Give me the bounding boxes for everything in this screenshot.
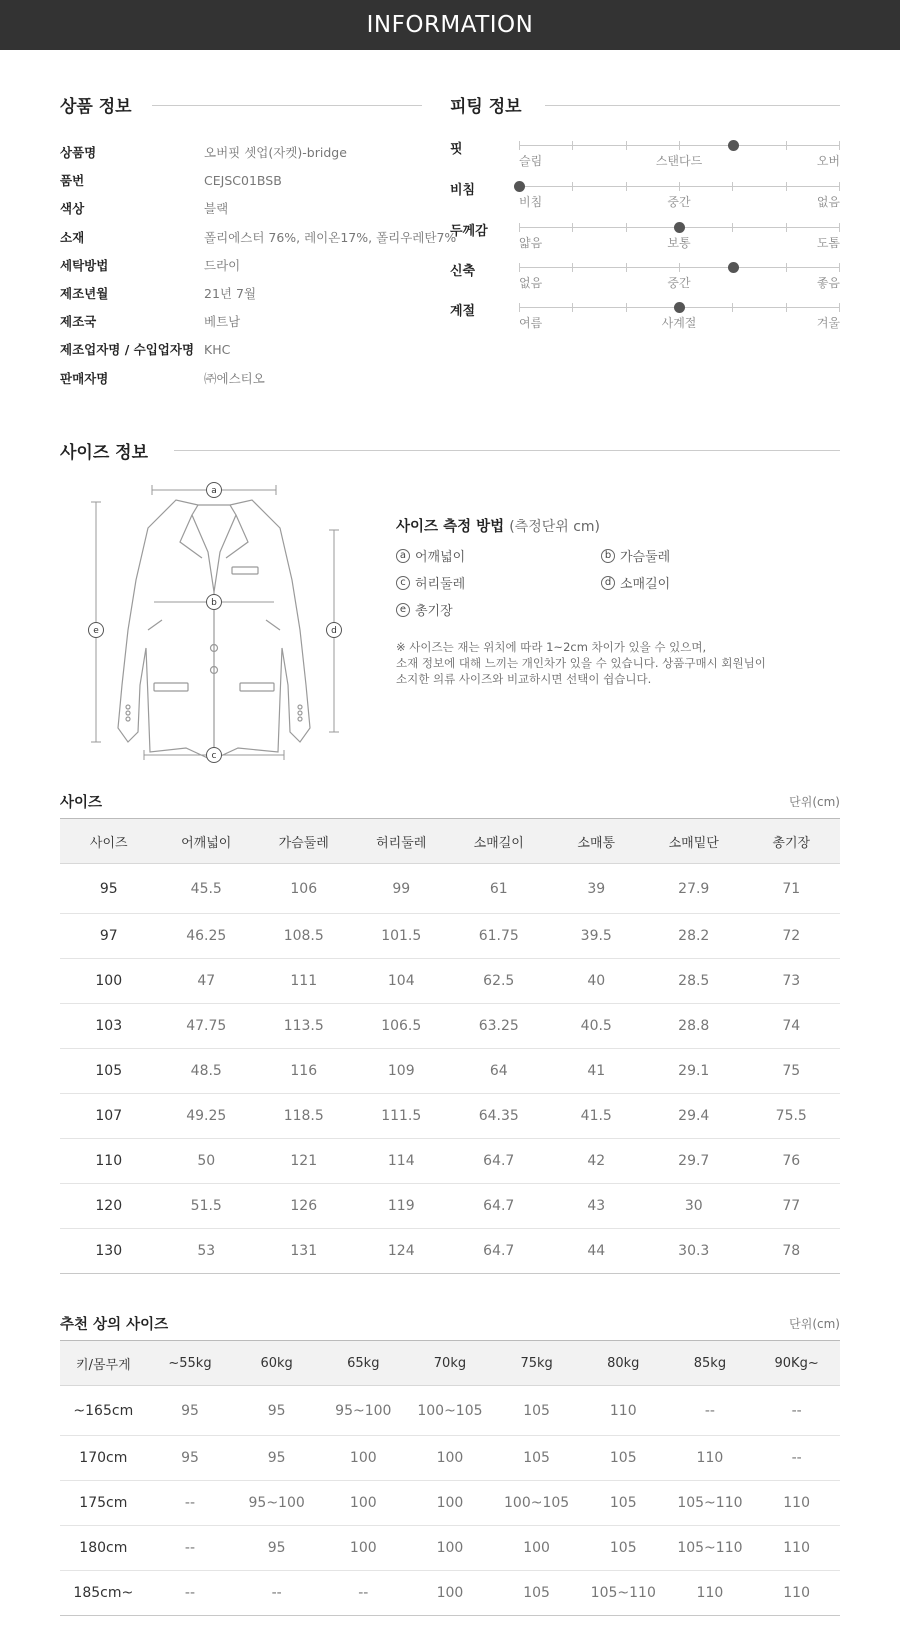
table-cell: 107 <box>60 1094 158 1139</box>
column-header: 사이즈 <box>60 819 158 864</box>
table-row <box>60 1526 840 1571</box>
size-info-divider <box>174 450 840 451</box>
product-info-label: 상품명 <box>60 145 97 161</box>
table-cell: 41 <box>548 1049 646 1094</box>
column-header: 어깨넓이 <box>158 819 256 864</box>
product-info-label: 세탁방법 <box>60 257 109 273</box>
table-cell: 106.5 <box>353 1004 451 1049</box>
column-header: 60kg <box>233 1341 320 1386</box>
legend-item <box>601 573 806 592</box>
column-header: ~55kg <box>147 1341 234 1386</box>
fitting-option-label: 좋음 <box>816 276 840 290</box>
table-cell: 105 <box>60 1049 158 1094</box>
legend-marker: e <box>396 603 410 617</box>
table-cell: 64.7 <box>450 1229 548 1274</box>
table-cell: 30.3 <box>645 1229 743 1274</box>
fitting-option-label: 사계절 <box>661 316 697 330</box>
table-cell: 111 <box>255 959 353 1004</box>
table-cell: 28.8 <box>645 1004 743 1049</box>
fitting-option-label: 스탠다드 <box>655 154 703 168</box>
fitting-scale-track <box>519 267 839 268</box>
table-cell: 51.5 <box>158 1184 256 1229</box>
scale-tick <box>626 182 627 191</box>
product-info-table <box>60 138 456 392</box>
fitting-scale-track <box>519 307 839 308</box>
product-info-row <box>60 194 456 222</box>
product-info-label: 제조년월 <box>60 286 109 302</box>
table-cell: 105 <box>493 1436 580 1481</box>
column-header: 90Kg~ <box>753 1341 840 1386</box>
table-row <box>60 959 840 1004</box>
table-cell: 114 <box>353 1139 451 1184</box>
fitting-option-label: 중간 <box>667 195 691 209</box>
size-info-title: 사이즈 정보 <box>60 443 149 463</box>
measure-legend <box>396 546 816 619</box>
fitting-label: 두께감 <box>450 224 488 239</box>
table-row <box>60 1139 840 1184</box>
product-info-value: 오버핏 셋업(자켓)-bridge <box>204 145 347 161</box>
table-row <box>60 1184 840 1229</box>
table-cell: 39 <box>548 864 646 914</box>
table-cell: 27.9 <box>645 864 743 914</box>
legend-item <box>396 573 601 592</box>
column-header: 가슴둘레 <box>255 819 353 864</box>
recommend-table-title: 추천 상의 사이즈 <box>60 1317 169 1333</box>
note-line: ※ 사이즈는 재는 위치에 따라 1~2cm 차이가 있을 수 있으며, <box>396 640 707 654</box>
table-cell: 95 <box>233 1386 320 1436</box>
table-cell: 105 <box>580 1481 667 1526</box>
scale-tick <box>839 141 840 150</box>
table-cell: 63.25 <box>450 1004 548 1049</box>
table-cell: 106 <box>255 864 353 914</box>
fitting-option-label: 없음 <box>519 276 543 290</box>
table-cell: 30 <box>645 1184 743 1229</box>
table-cell: -- <box>320 1571 407 1616</box>
table-cell: -- <box>233 1571 320 1616</box>
svg-text:b: b <box>211 598 217 609</box>
product-info-label: 제조국 <box>60 314 97 330</box>
column-header: 키/몸무게 <box>60 1341 147 1386</box>
column-header: 소매길이 <box>450 819 548 864</box>
table-cell: 75 <box>743 1049 841 1094</box>
fitting-option-label: 중간 <box>667 276 691 290</box>
table-row <box>60 1229 840 1274</box>
product-info-value: 베트남 <box>204 314 241 330</box>
table-cell: 110 <box>60 1139 158 1184</box>
table-cell: 131 <box>255 1229 353 1274</box>
scale-tick <box>519 223 520 232</box>
jacket-outline <box>118 500 310 760</box>
svg-text:a: a <box>211 486 217 497</box>
scale-tick <box>839 263 840 272</box>
table-cell: 74 <box>743 1004 841 1049</box>
table-cell: 95 <box>233 1526 320 1571</box>
table-cell: 73 <box>743 959 841 1004</box>
svg-text:e: e <box>93 626 99 637</box>
scale-tick <box>519 263 520 272</box>
note-line: 소재 정보에 대해 느끼는 개인차가 있을 수 있습니다. 상품구매시 회원님이 <box>396 656 766 670</box>
jacket-diagram <box>80 470 360 780</box>
table-cell: 72 <box>743 914 841 959</box>
scale-tick <box>626 223 627 232</box>
table-cell: 110 <box>753 1526 840 1571</box>
product-info-row <box>60 307 456 335</box>
table-cell: 95 <box>60 864 158 914</box>
table-cell: 100 <box>407 1526 494 1571</box>
table-cell: 61.75 <box>450 914 548 959</box>
table-cell: 64 <box>450 1049 548 1094</box>
table-cell: 124 <box>353 1229 451 1274</box>
product-info-label: 판매자명 <box>60 370 109 386</box>
table-cell: 42 <box>548 1139 646 1184</box>
scale-tick <box>519 141 520 150</box>
fitting-row <box>450 260 840 302</box>
legend-label: 소매길이 <box>620 577 671 592</box>
table-cell: 116 <box>255 1049 353 1094</box>
fitting-option-label: 슬림 <box>519 154 543 168</box>
scale-tick <box>786 223 787 232</box>
table-cell: 41.5 <box>548 1094 646 1139</box>
scale-tick <box>626 263 627 272</box>
fitting-option-label: 겨울 <box>816 316 840 330</box>
product-info-label: 제조업자명 / 수입업자명 <box>60 342 195 358</box>
table-cell: 62.5 <box>450 959 548 1004</box>
table-cell: 64.35 <box>450 1094 548 1139</box>
scale-tick <box>679 141 680 150</box>
table-cell: 103 <box>60 1004 158 1049</box>
table-row <box>60 1571 840 1616</box>
table-cell: 44 <box>548 1229 646 1274</box>
table-cell: 111.5 <box>353 1094 451 1139</box>
product-info-value: CEJSC01BSB <box>204 172 282 188</box>
note-line: 소지한 의류 사이즈와 비교하시면 선택이 쉽습니다. <box>396 672 652 686</box>
table-cell: 48.5 <box>158 1049 256 1094</box>
fitting-level-marker <box>728 262 739 273</box>
table-cell: 105~110 <box>667 1481 754 1526</box>
legend-label: 허리둘레 <box>415 577 466 592</box>
fitting-option-label: 오버 <box>816 154 840 168</box>
scale-tick <box>572 303 573 312</box>
fitting-label: 비침 <box>450 183 476 198</box>
table-cell: 100~105 <box>407 1386 494 1436</box>
scale-tick <box>732 223 733 232</box>
fitting-scale-track <box>519 186 839 187</box>
table-cell: 118.5 <box>255 1094 353 1139</box>
legend-label: 어깨넓이 <box>415 550 466 565</box>
scale-tick <box>786 141 787 150</box>
table-cell: 95 <box>147 1436 234 1481</box>
product-info-row <box>60 166 456 194</box>
header-bar <box>0 0 900 50</box>
table-cell: 105 <box>580 1526 667 1571</box>
table-cell: 29.1 <box>645 1049 743 1094</box>
product-info-value: 드라이 <box>204 257 241 273</box>
fitting-row <box>450 220 840 262</box>
table-cell: 130 <box>60 1229 158 1274</box>
table-cell: 110 <box>667 1571 754 1616</box>
table-cell: 95~100 <box>320 1386 407 1436</box>
table-cell: 75.5 <box>743 1094 841 1139</box>
table-cell: 105 <box>493 1386 580 1436</box>
fitting-level-marker <box>674 302 685 313</box>
scale-tick <box>572 263 573 272</box>
table-cell: 113.5 <box>255 1004 353 1049</box>
scale-tick <box>679 263 680 272</box>
table-cell: ~165cm <box>60 1386 147 1436</box>
measure-unit: (측정단위 cm) <box>509 519 601 535</box>
table-cell: 105~110 <box>667 1526 754 1571</box>
table-cell: 50 <box>158 1139 256 1184</box>
table-cell: 95 <box>147 1386 234 1436</box>
table-cell: 110 <box>753 1571 840 1616</box>
fitting-option-label: 도톰 <box>816 236 840 250</box>
scale-tick <box>626 303 627 312</box>
table-row <box>60 1004 840 1049</box>
product-info-row <box>60 138 456 166</box>
table-cell: 126 <box>255 1184 353 1229</box>
scale-tick <box>572 141 573 150</box>
table-cell: 47 <box>158 959 256 1004</box>
table-row <box>60 1049 840 1094</box>
table-cell: -- <box>147 1571 234 1616</box>
table-cell: 185cm~ <box>60 1571 147 1616</box>
table-cell: 97 <box>60 914 158 959</box>
table-cell: 71 <box>743 864 841 914</box>
table-cell: 39.5 <box>548 914 646 959</box>
legend-marker: b <box>601 549 615 563</box>
fitting-level-marker <box>728 140 739 151</box>
table-cell: 121 <box>255 1139 353 1184</box>
fitting-option-label: 얇음 <box>519 236 543 250</box>
table-cell: -- <box>147 1526 234 1571</box>
table-cell: 100 <box>320 1526 407 1571</box>
legend-marker: d <box>601 576 615 590</box>
table-cell: 100 <box>320 1436 407 1481</box>
table-cell: 61 <box>450 864 548 914</box>
table-cell: 28.2 <box>645 914 743 959</box>
product-info-label: 색상 <box>60 201 85 217</box>
table-cell: -- <box>667 1386 754 1436</box>
fitting-option-label: 비침 <box>519 195 543 209</box>
fitting-level-marker <box>674 222 685 233</box>
fitting-row <box>450 179 840 221</box>
size-table-unit: 단위(cm) <box>789 795 840 809</box>
scale-tick <box>839 303 840 312</box>
table-row <box>60 1436 840 1481</box>
column-header: 75kg <box>493 1341 580 1386</box>
product-info-value: 21년 7월 <box>204 286 257 302</box>
product-info-value: 폴리에스터 76%, 레이온17%, 폴리우레탄7% <box>204 229 457 245</box>
fitting-label: 신축 <box>450 264 476 279</box>
scale-tick <box>839 182 840 191</box>
legend-marker: a <box>396 549 410 563</box>
product-info-row <box>60 223 456 251</box>
product-info-row <box>60 364 456 392</box>
table-cell: 101.5 <box>353 914 451 959</box>
product-info-row <box>60 335 456 363</box>
table-cell: 29.7 <box>645 1139 743 1184</box>
fitting-row <box>450 138 840 180</box>
product-info-row <box>60 251 456 279</box>
fitting-info-divider <box>545 105 840 106</box>
legend-item <box>396 546 601 565</box>
scale-tick <box>786 263 787 272</box>
table-row <box>60 1481 840 1526</box>
table-cell: 78 <box>743 1229 841 1274</box>
column-header: 소매통 <box>548 819 646 864</box>
fitting-scale-track <box>519 145 839 146</box>
product-info-divider <box>152 105 422 106</box>
table-cell: 175cm <box>60 1481 147 1526</box>
table-cell: 46.25 <box>158 914 256 959</box>
fitting-option-label: 보통 <box>667 236 691 250</box>
table-cell: 40 <box>548 959 646 1004</box>
table-cell: 76 <box>743 1139 841 1184</box>
column-header: 총기장 <box>743 819 841 864</box>
scale-tick <box>572 182 573 191</box>
table-cell: -- <box>753 1436 840 1481</box>
table-cell: 105 <box>493 1571 580 1616</box>
table-row <box>60 864 840 914</box>
table-cell: 100 <box>407 1436 494 1481</box>
table-cell: 170cm <box>60 1436 147 1481</box>
column-header: 80kg <box>580 1341 667 1386</box>
scale-tick <box>732 303 733 312</box>
legend-item <box>601 546 806 565</box>
table-cell: 53 <box>158 1229 256 1274</box>
scale-tick <box>679 182 680 191</box>
table-header-row <box>60 1341 840 1386</box>
fitting-option-label: 없음 <box>816 195 840 209</box>
table-cell: 40.5 <box>548 1004 646 1049</box>
table-cell: 109 <box>353 1049 451 1094</box>
column-header: 65kg <box>320 1341 407 1386</box>
scale-tick <box>519 303 520 312</box>
table-cell: 180cm <box>60 1526 147 1571</box>
size-table-title: 사이즈 <box>60 795 103 811</box>
table-cell: 119 <box>353 1184 451 1229</box>
header-title: INFORMATION <box>366 12 534 38</box>
table-cell: 64.7 <box>450 1184 548 1229</box>
measure-method-title: 사이즈 측정 방법 (측정단위 cm) <box>396 519 601 535</box>
table-cell: 100~105 <box>493 1481 580 1526</box>
legend-label: 가슴둘레 <box>620 550 671 565</box>
recommend-table <box>60 1340 840 1616</box>
table-cell: -- <box>753 1386 840 1436</box>
table-row <box>60 1386 840 1436</box>
legend-label: 총기장 <box>415 604 453 619</box>
table-cell: 105 <box>580 1436 667 1481</box>
scale-tick <box>572 223 573 232</box>
scale-tick <box>786 303 787 312</box>
product-info-label: 품번 <box>60 173 85 189</box>
fitting-label: 핏 <box>450 142 463 157</box>
table-cell: 47.75 <box>158 1004 256 1049</box>
size-table <box>60 818 840 1274</box>
product-info-row <box>60 279 456 307</box>
scale-tick <box>626 141 627 150</box>
table-row <box>60 1094 840 1139</box>
table-cell: 100 <box>493 1526 580 1571</box>
product-info-value: ㈜에스티오 <box>204 370 265 386</box>
table-cell: 99 <box>353 864 451 914</box>
product-info-title: 상품 정보 <box>60 97 132 117</box>
fitting-level-marker <box>514 181 525 192</box>
svg-text:c: c <box>211 751 217 762</box>
product-info-label: 소재 <box>60 229 85 245</box>
measure-method <box>396 515 816 687</box>
table-header-row <box>60 819 840 864</box>
column-header: 허리둘레 <box>353 819 451 864</box>
recommend-table-unit: 단위(cm) <box>789 1317 840 1331</box>
column-header: 70kg <box>407 1341 494 1386</box>
table-cell: 45.5 <box>158 864 256 914</box>
table-cell: 43 <box>548 1184 646 1229</box>
product-info-value: 블랙 <box>204 201 229 217</box>
fitting-info-title: 피팅 정보 <box>450 97 522 117</box>
table-cell: 77 <box>743 1184 841 1229</box>
scale-tick <box>732 182 733 191</box>
table-cell: 108.5 <box>255 914 353 959</box>
table-cell: 100 <box>407 1481 494 1526</box>
legend-item <box>396 600 601 619</box>
table-cell: 100 <box>407 1571 494 1616</box>
svg-text:d: d <box>331 626 337 637</box>
table-cell: 104 <box>353 959 451 1004</box>
table-cell: 95 <box>233 1436 320 1481</box>
scale-tick <box>786 182 787 191</box>
column-header: 소매밑단 <box>645 819 743 864</box>
table-cell: 100 <box>60 959 158 1004</box>
table-cell: 120 <box>60 1184 158 1229</box>
table-cell: 100 <box>320 1481 407 1526</box>
table-cell: 110 <box>753 1481 840 1526</box>
table-cell: 49.25 <box>158 1094 256 1139</box>
column-header: 85kg <box>667 1341 754 1386</box>
table-cell: 105~110 <box>580 1571 667 1616</box>
table-cell: -- <box>147 1481 234 1526</box>
scale-tick <box>839 223 840 232</box>
fitting-scale-track <box>519 227 839 228</box>
table-cell: 28.5 <box>645 959 743 1004</box>
table-row <box>60 914 840 959</box>
legend-marker: c <box>396 576 410 590</box>
fitting-row <box>450 300 840 342</box>
table-cell: 64.7 <box>450 1139 548 1184</box>
fitting-option-label: 여름 <box>519 316 543 330</box>
product-info-value: KHC <box>204 341 231 357</box>
table-cell: 95~100 <box>233 1481 320 1526</box>
table-cell: 110 <box>580 1386 667 1436</box>
fitting-label: 계절 <box>450 304 476 319</box>
table-cell: 29.4 <box>645 1094 743 1139</box>
measure-note <box>396 639 816 687</box>
table-cell: 110 <box>667 1436 754 1481</box>
